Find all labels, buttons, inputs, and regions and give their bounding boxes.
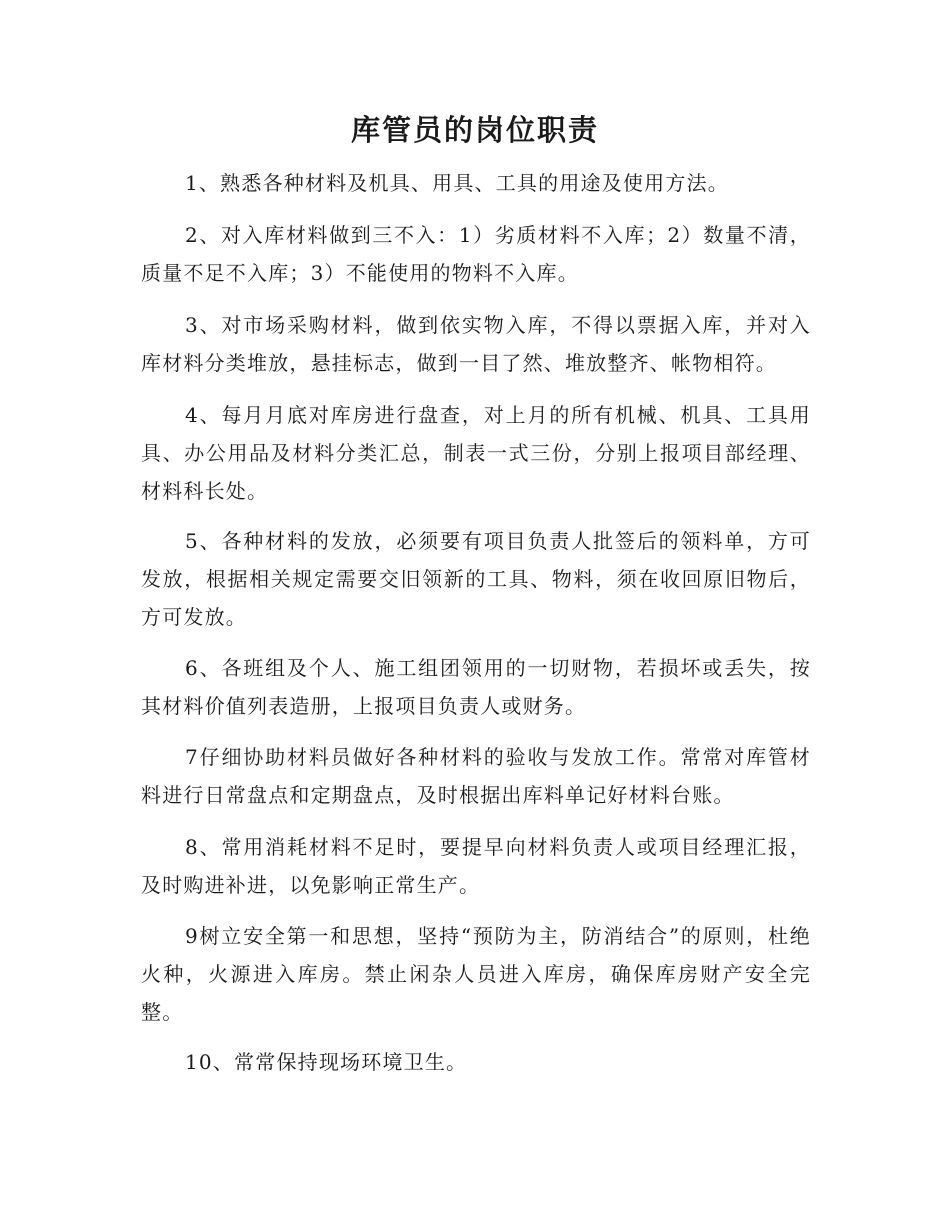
duty-paragraph-3: 3、对市场采购材料，做到依实物入库，不得以票据入库，并对入库材料分类堆放，悬挂标志，做到一目了然、堆放整齐、帐物相符。: [141, 313, 811, 375]
duty-paragraph-5: 5、各种材料的发放，必须要有项目负责人批签后的领料单，方可发放，根据相关规定需要交旧领新的工具、物料，须在收回原旧物后，方可发放。: [141, 529, 811, 629]
duty-paragraph-10: 10、常常保持现场环境卫生。: [185, 1050, 468, 1074]
duty-paragraph-8: 8、常用消耗材料不足时，要提早向材料负责人或项目经理汇报，及时购进补进，以免影响正常生产。: [141, 835, 811, 897]
duty-paragraph-6: 6、各班组及个人、施工组团领用的一切财物，若损坏或丢失，按其材料价值列表造册，上报项目负责人或财务。: [141, 656, 811, 718]
document-title: 库管员的岗位职责: [350, 113, 599, 147]
duty-paragraph-9: 9树立安全第一和思想，坚持“预防为主，防消结合”的原则，杜绝火种，火源进入库房。禁止闲杂人员进入库房，确保库房财产安全完整。: [141, 924, 811, 1024]
duty-paragraph-4: 4、每月月底对库房进行盘查，对上月的所有机械、机具、工具用具、办公用品及材料分类汇总，制表一式三份，分别上报项目部经理、材料科长处。: [141, 403, 811, 503]
duty-paragraph-2: 2、对入库材料做到三不入：1）劣质材料不入库；2）数量不清，质量不足不入库；3）不能使用的物料不入库。: [141, 223, 811, 285]
duty-paragraph-1: 1、熟悉各种材料及机具、用具、工具的用途及使用方法。: [185, 171, 729, 195]
duty-paragraph-7: 7仔细协助材料员做好各种材料的验收与发放工作。常常对库管材料进行日常盘点和定期盘点，及时根据出库料单记好材料台账。: [141, 745, 811, 807]
